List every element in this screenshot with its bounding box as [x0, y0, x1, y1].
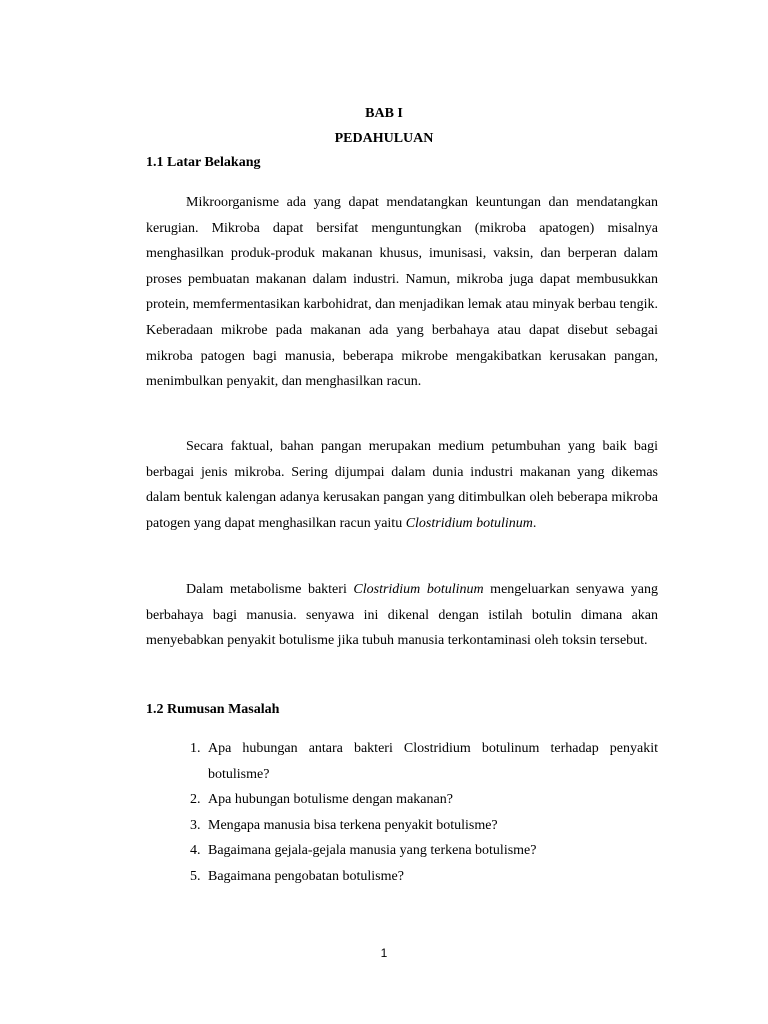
- list-item: [190, 736, 658, 787]
- paragraph-3-start: Dalam metabolisme bakteri: [186, 582, 354, 597]
- list-item-text: Mengapa manusia bisa terkena penyakit botulisme?: [208, 817, 498, 833]
- section-heading-background: 1.1 Latar Belakang: [146, 155, 261, 170]
- section-heading-problem: 1.2 Rumusan Masalah: [146, 702, 280, 717]
- list-item: [190, 787, 658, 813]
- problem-list: [190, 736, 658, 890]
- list-item-text: Bagaimana pengobatan botulisme?: [208, 868, 404, 884]
- chapter-label: BAB I: [365, 106, 403, 121]
- list-item: [190, 838, 658, 864]
- list-item-number: 3.: [190, 817, 201, 833]
- paragraph-3-species: Clostridium botulinum: [353, 582, 484, 597]
- list-item-number: 1.: [190, 741, 201, 756]
- paragraph-3-text: mengeluarkan senyawa yang berbahaya bagi manusia. senyawa ini dikenal dengan istilah botulin dimana akan menyebabkan penyakit botulisme jika tubuh manusia terkontaminasi oleh toksin tersebut.: [146, 582, 658, 649]
- paragraph-1: Mikroorganisme ada yang dapat mendatangkan keuntungan dan mendatangkan kerugian. Mikroba dapat bersifat menguntungkan (mikroba apatogen) misalnya menghasilkan produk-produk makanan khusus, imunisasi, vaksin, dan berperan dalam proses pembuatan makanan dalam industri. Namun, mikroba juga dapat membusukkan protein, memfermentasikan karbohidrat, dan menjadikan lemak atau minyak berbau tengik. Keberadaan mikrobe pada makanan ada yang berbahaya atau dapat disebut sebagai mikroba patogen bagi manusia, beberapa mikrobe mengakibatkan kerusakan pangan, menimbulkan penyakit, dan menghasilkan racun.: [146, 195, 658, 390]
- list-item: [190, 813, 658, 839]
- list-item-number: 4.: [190, 843, 201, 859]
- paragraph-2-species: Clostridium botulinum: [405, 515, 533, 531]
- chapter-title: PEDAHULUAN: [334, 131, 434, 146]
- paragraph-2-text: Secara faktual, bahan pangan merupakan medium petumbuhan yang baik bagi berbagai jenis mikroba. Sering dijumpai dalam dunia industri makanan yang dikemas dalam bentuk kalengan adanya kerusakan pangan yang ditimbulkan oleh beberapa mikroba patogen yang dapat menghasilkan racun yaitu: [146, 439, 658, 531]
- paragraph-2-end: .: [532, 515, 537, 531]
- list-item-number: 2.: [190, 792, 201, 808]
- list-item-number: 5.: [190, 868, 201, 884]
- paragraph-2: [146, 434, 658, 536]
- list-item-text: Apa hubungan antara bakteri Clostridium botulinum terhadap penyakit botulisme?: [208, 741, 658, 782]
- list-item-text: Apa hubungan botulisme dengan makanan?: [208, 792, 453, 808]
- paragraph-3: [146, 577, 658, 654]
- list-item-text: Bagaimana gejala-gejala manusia yang terkena botulisme?: [208, 843, 537, 859]
- page-number: 1: [380, 946, 388, 960]
- list-item: [190, 864, 658, 890]
